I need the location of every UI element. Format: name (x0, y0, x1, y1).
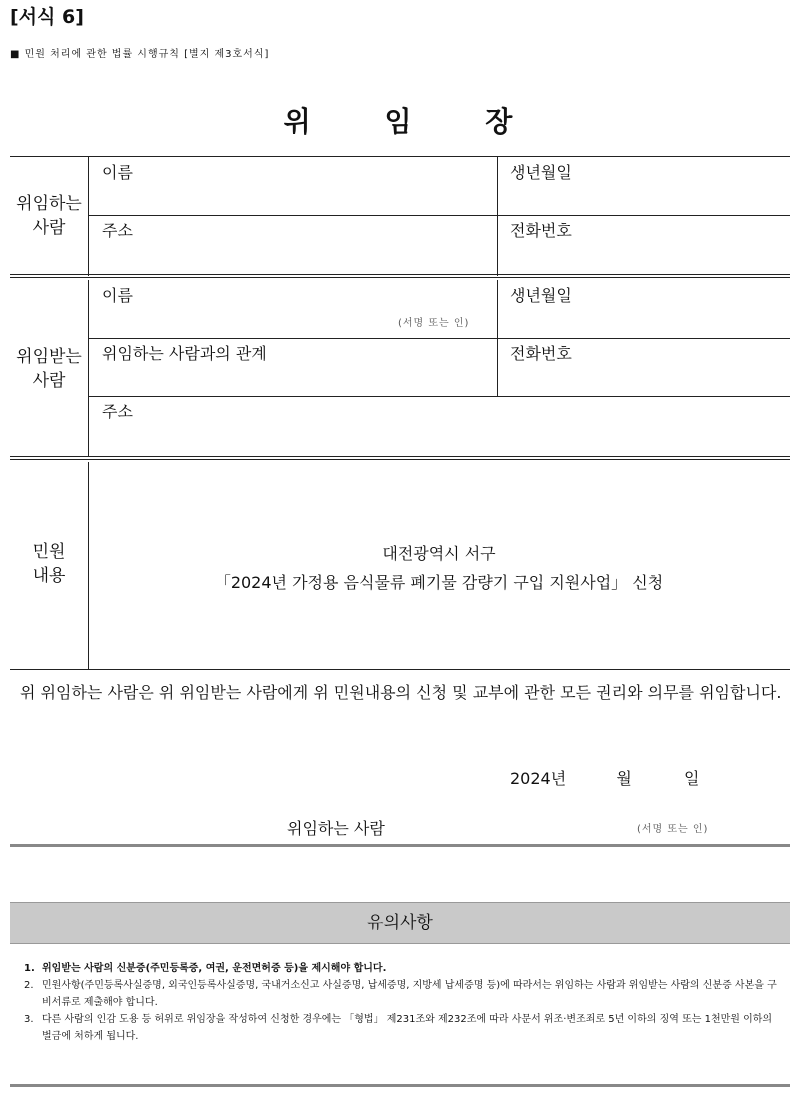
notes-list (24, 960, 784, 1045)
date-row (510, 766, 700, 789)
delegate-sign-hint: (서명 또는 인) (398, 318, 470, 329)
delegator-name-label: 이름 (102, 163, 133, 182)
signature-hint: (서명 또는 인) (637, 824, 709, 835)
delegator-phone-label: 전화번호 (510, 221, 572, 240)
table-top-border (10, 156, 790, 157)
column-divider (497, 156, 498, 276)
delegate-section-label: 위임받는 사람 (16, 347, 82, 391)
row-divider (88, 396, 790, 397)
delegator-birth-label: 생년월일 (510, 163, 572, 182)
section-divider (88, 280, 89, 457)
delegate-address-label: 주소 (102, 402, 133, 421)
form-number: [서식 6] (10, 6, 84, 28)
row-divider (88, 338, 790, 339)
notes-header: 유의사항 (10, 902, 790, 944)
note-item: 1. 위임받는 사람의 신분증(주민등록증, 여권, 운전면허증 등)을 제시해야 합니다. (24, 963, 387, 974)
row-divider (88, 215, 790, 216)
signature-underline (10, 844, 790, 847)
section-separator (10, 274, 790, 278)
date-month: 월 (616, 769, 632, 788)
section-divider (88, 156, 89, 276)
delegate-relation-label: 위임하는 사람과의 관계 (102, 344, 267, 363)
delegate-phone-label: 전화번호 (510, 344, 572, 363)
date-year: 2024년 (510, 769, 567, 788)
note-item: 2. 민원사항(주민등록사실증명, 외국인등록사실증명, 국내거소신고 사실증명, 납세증명, 지방세 납세증명 등)에 따라서는 위임하는 사람과 위임받는 사람의 신분증 사본을 구비서류로 제출해야 합니다. (24, 980, 777, 1008)
petition-content (88, 539, 790, 597)
law-reference: ■ 민원 처리에 관한 법률 시행규칙 [별지 제3호서식] (10, 49, 270, 60)
note-item: 3. 다른 사람의 인감 도용 등 허위로 위임장을 작성하여 신청한 경우에는 「형법」 제231조와 제232조에 따라 사문서 위조·변조죄로 5년 이하의 징역 또는 1천만원 이하의 벌금에 처하게 됩니다. (24, 1014, 773, 1042)
delegator-address-label: 주소 (102, 221, 133, 240)
delegate-name-label: 이름 (102, 286, 133, 305)
petition-section-label: 민원 내용 (32, 542, 66, 586)
delegate-birth-label: 생년월일 (510, 286, 572, 305)
table-bottom-border (10, 669, 790, 670)
signature-label: 위임하는 사람 (287, 819, 385, 838)
date-day: 일 (684, 769, 700, 788)
page-title: 위 임 장 (283, 105, 545, 138)
delegator-section-label: 위임하는 사람 (16, 194, 82, 238)
petition-line-1: 대전광역시 서구 (382, 544, 496, 563)
section-separator (10, 456, 790, 460)
page-bottom-border (10, 1084, 790, 1087)
delegation-statement: 위 위임하는 사람은 위 위임받는 사람에게 위 민원내용의 신청 및 교부에 관한 모든 권리와 의무를 위임합니다. (20, 683, 782, 702)
petition-line-2: 「2024년 가정용 음식물류 폐기물 감량기 구입 지원사업」 신청 (214, 573, 664, 592)
